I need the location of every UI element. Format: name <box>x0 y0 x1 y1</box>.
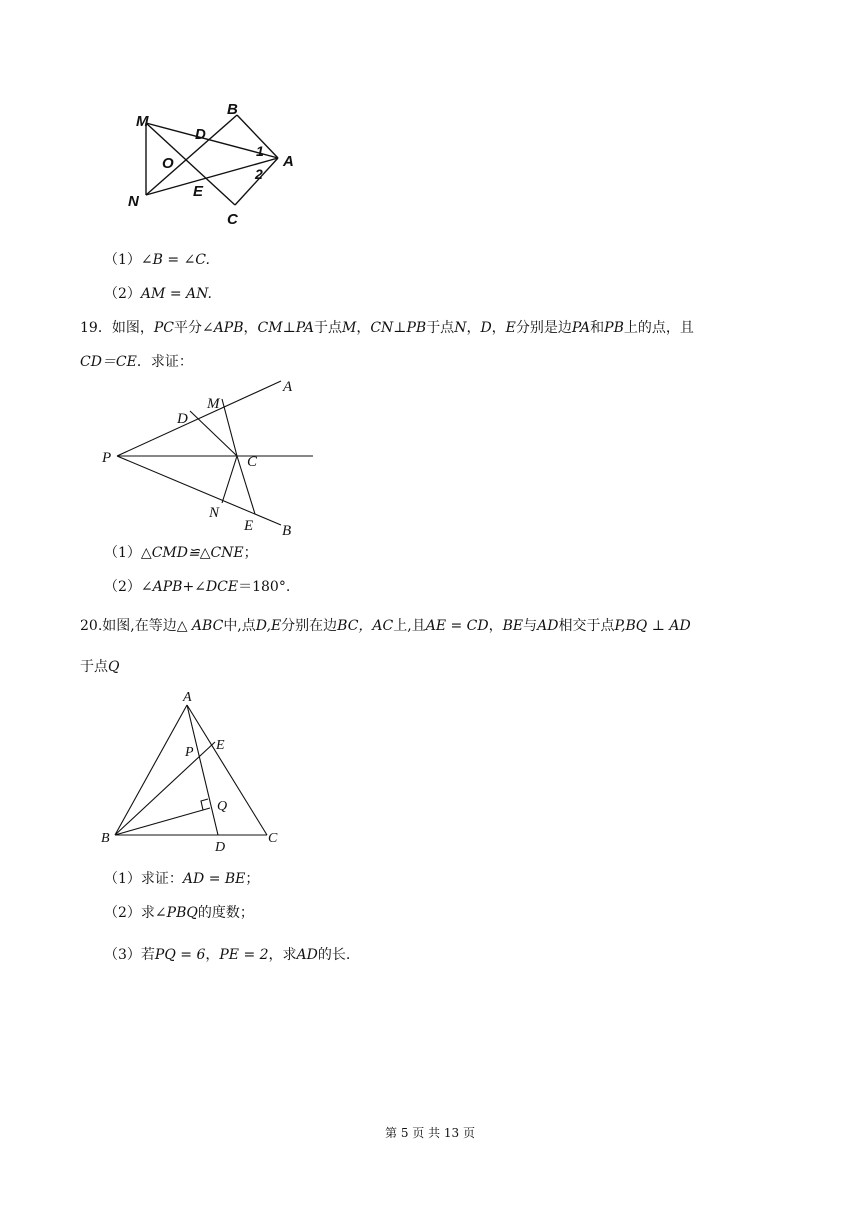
text: 于点 <box>80 659 108 675</box>
question-number: 20. <box>80 618 103 634</box>
math-PA: PA <box>571 320 591 336</box>
math-PQ: PQ = 6 <box>154 947 206 963</box>
text: 的长. <box>317 947 351 963</box>
math-P-BQ-perp-AD: P,BQ ⊥ AD <box>614 618 691 634</box>
label-O: O <box>162 155 174 172</box>
part-number: （2） <box>104 579 141 595</box>
text: 中,点 <box>223 618 256 634</box>
math-triangle-ABC: △ ABC <box>176 618 224 634</box>
text: 和 <box>590 320 605 336</box>
math-expression: ∠PBQ <box>154 905 198 921</box>
math-expression: ∠B = ∠C. <box>140 252 210 268</box>
math-AD: AD <box>537 618 559 634</box>
segment-AD <box>187 705 218 835</box>
part-number: （2） <box>104 286 141 302</box>
text: ； <box>245 871 260 887</box>
math-PC: PC <box>153 320 174 336</box>
text: ， <box>488 618 503 634</box>
q19-figure <box>95 375 325 540</box>
label-D: D <box>195 126 206 143</box>
math-angle-APB: ∠APB <box>140 579 183 595</box>
ray-PA <box>117 381 281 456</box>
text: 相交于点 <box>558 618 615 634</box>
label-E: E <box>244 518 254 534</box>
question-number: 19．如图， <box>80 320 154 336</box>
q20-part-2 <box>104 903 254 923</box>
label-P: P <box>185 745 194 760</box>
label-C: C <box>227 211 238 228</box>
text: 分别是边 <box>515 320 572 336</box>
label-N: N <box>128 193 139 210</box>
math-BE: BE <box>502 618 524 634</box>
label-E: E <box>216 738 225 753</box>
q19-part-2 <box>104 577 290 597</box>
text: 与 <box>523 618 538 634</box>
text: 于点 <box>314 320 342 336</box>
label-Q: Q <box>217 799 228 814</box>
text: 平分 <box>173 320 202 336</box>
label-M: M <box>136 113 149 130</box>
text: ， <box>243 320 258 336</box>
label-E: E <box>193 183 204 200</box>
text: + <box>182 579 195 595</box>
part-number: （3） <box>104 947 141 963</box>
text: ； <box>243 545 258 561</box>
math-CN-perp-PB: CN⊥PB <box>370 320 427 336</box>
text: ， <box>491 320 506 336</box>
q18-figure <box>110 95 320 235</box>
label-C: C <box>247 454 258 470</box>
text: ＝180°. <box>238 579 291 595</box>
math-D-E: D,E <box>255 618 282 634</box>
text: 求证： <box>140 871 183 887</box>
math-angle-APB: ∠APB <box>201 320 244 336</box>
segment-CN <box>222 456 237 503</box>
text: ， <box>466 320 481 336</box>
side-AB <box>115 705 187 835</box>
math-CM-perp-PA: CM⊥PA <box>257 320 314 336</box>
q20-part-1 <box>104 869 259 889</box>
q20-figure <box>95 685 295 855</box>
q19-stem-line-2 <box>80 352 193 372</box>
part-number: （1） <box>104 545 141 561</box>
label-B: B <box>101 831 110 846</box>
label-M: M <box>207 396 220 412</box>
q18-part-2 <box>104 284 212 304</box>
math-expression: AM = AN. <box>140 286 212 302</box>
text: ， <box>205 947 220 963</box>
label-2: 2 <box>255 166 263 182</box>
text: 上,且 <box>393 618 426 634</box>
text: 若 <box>140 947 155 963</box>
label-A: A <box>283 153 294 170</box>
text: ， <box>356 320 371 336</box>
math-PE: PE = 2 <box>219 947 269 963</box>
math-N: N <box>454 320 467 336</box>
math-expression: AD = BE <box>182 871 246 887</box>
label-D: D <box>177 411 188 427</box>
label-B: B <box>282 523 292 539</box>
text: ．求证： <box>136 354 193 370</box>
text: 分别在边 <box>281 618 338 634</box>
page-footer: 第 5 页 共 13 页 <box>385 1126 475 1140</box>
label-A: A <box>283 379 293 395</box>
math-Q: Q <box>108 659 120 675</box>
segment-CM <box>222 399 237 456</box>
q19-part-1 <box>104 543 258 563</box>
text: 如图,在等边 <box>102 618 177 634</box>
math-CD-eq-CE: CD＝CE <box>80 354 137 370</box>
q20-stem-line-1 <box>80 616 691 636</box>
q19-stem-line-1 <box>80 318 694 338</box>
math-expression: △CMD≌△CNE <box>140 545 244 561</box>
label-D: D <box>215 840 226 855</box>
q20-part-3 <box>104 945 350 965</box>
part-number: （2） <box>104 905 141 921</box>
part-number: （1） <box>104 871 141 887</box>
text: 上的点，且 <box>623 320 694 336</box>
part-number: （1） <box>104 252 141 268</box>
math-M: M <box>342 320 357 336</box>
q20-stem-line-2 <box>80 657 119 677</box>
math-PB: PB <box>604 320 624 336</box>
label-C: C <box>268 831 278 846</box>
label-P: P <box>102 450 112 466</box>
text: 的度数； <box>197 905 254 921</box>
math-AE-eq-CD: AE = CD <box>425 618 489 634</box>
side-AC <box>187 705 267 835</box>
label-B: B <box>227 101 238 118</box>
label-A: A <box>183 690 192 705</box>
math-E: E <box>505 320 516 336</box>
label-1: 1 <box>256 143 264 159</box>
math-BC-AC: BC，AC <box>337 618 394 634</box>
text: 求 <box>140 905 155 921</box>
label-N: N <box>209 505 220 521</box>
math-AD: AD <box>296 947 318 963</box>
math-D: D <box>480 320 492 336</box>
text: 于点 <box>426 320 455 336</box>
math-angle-DCE: ∠DCE <box>194 579 239 595</box>
q18-part-1 <box>104 250 210 270</box>
text: ，求 <box>268 947 297 963</box>
segment-CD <box>190 411 237 456</box>
